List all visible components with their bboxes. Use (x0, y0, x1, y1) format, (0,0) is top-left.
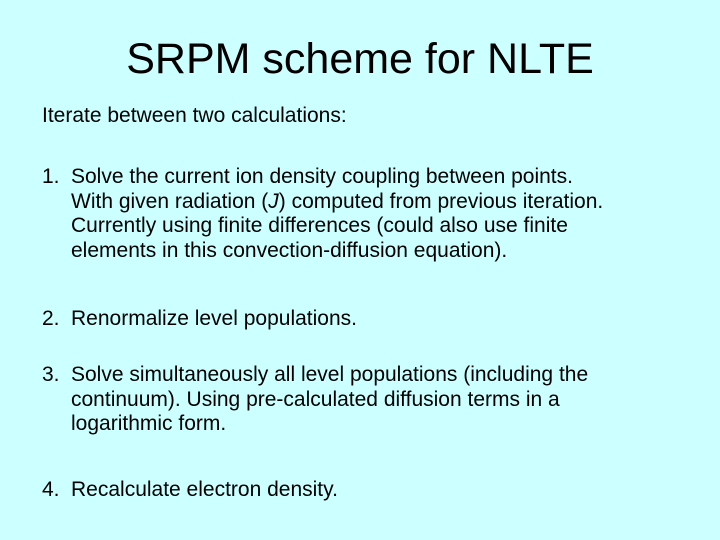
item-line: elements in this convection-diffusion equation). (71, 238, 508, 262)
item-line: Solve simultaneously all level populations (including the (71, 363, 589, 386)
item-number: 4. (42, 478, 60, 501)
list-item-2 (42, 307, 702, 332)
item-text: ) computed from previous iteration. (278, 189, 604, 213)
list-item-3 (42, 363, 702, 437)
item-line: logarithmic form. (71, 412, 227, 435)
item-number: 1. (42, 165, 60, 188)
radiation-symbol: J (268, 189, 279, 213)
item-line: Solve the current ion density coupling between points. (71, 165, 573, 188)
item-line: Renormalize level populations. (71, 307, 357, 330)
item-number: 2. (42, 307, 60, 330)
list-item-1 (42, 165, 702, 263)
slide-title: SRPM scheme for NLTE (126, 35, 594, 83)
item-line: continuum). Using pre-calculated diffusion terms in a (71, 387, 560, 411)
list-item-4 (42, 478, 702, 503)
intro-text: Iterate between two calculations: (42, 104, 347, 127)
item-line: Currently using finite differences (could also use finite (71, 214, 568, 237)
item-line: Recalculate electron density. (71, 478, 338, 501)
item-text: With given radiation ( (71, 189, 269, 213)
item-number: 3. (42, 363, 60, 386)
item-line (42, 190, 702, 215)
